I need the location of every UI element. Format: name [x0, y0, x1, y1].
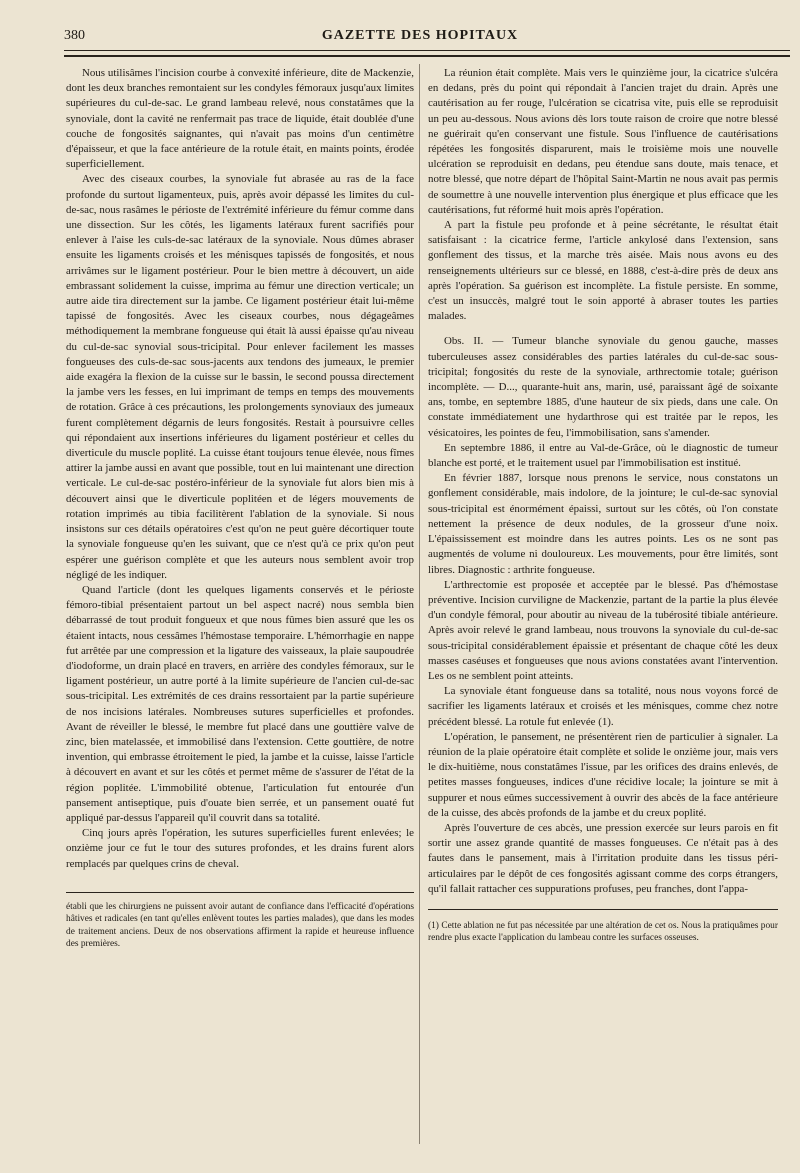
footnote: (1) Cette ablation ne fut pas nécessitée par une altération de cet os. Nous la pratiquâmes pour rendre plus exacte l'application du lambeau contre les surfaces osseuses.: [428, 920, 778, 944]
paragraph: Quand l'article (dont les quelques ligaments conservés et le périoste fémoro-tibial présentaient partout un bel aspect nacré) nous sembla bien débarrassé de tout produit fongueux et que nous fûmes bien assuré que les os étaient intacts, nous cessâmes l'hémostase temporaire. L'hémorrhagie en nappe fut arrêtée par une compression et la ligature des vaisseaux, la plaie saupoudrée d'iodoforme, un drain placé en travers, en arrière des condyles fémoraux, sur le ligament postérieur, un autre porté à la limite supérieure de l'ancien cul-de-sac sous-tricipital. Les extrémités de ces drains ressortaient par la partie supérieure de nos incisions latérales. Nombreuses sutures superficielles et profondes. Avant de réveiller le blessé, le membre fut placé dans une gouttière valve de zinc, bien matelassée, et immobilisé dans l'extension. Cette gouttière, de notre invention, qui embrasse étroitement le pied, la jambe et la cuisse, laisse l'article à découvert en avant et sur les côtés et permet même de s'assurer de l'état de la région poplitée. L'immobilité obtenue, l'articulation fut entourée d'un pansement antiseptique, puis d'ouate bien serrée, et un pansement ouaté fut appliqué par-dessus l'appareil qu'il couvrit dans sa totalité.: [66, 583, 414, 824]
header-rule-thick: [64, 55, 790, 57]
paragraph: Nous utilisâmes l'incision courbe à convexité inférieure, dite de Mackenzie, dont les deux branches remontaient sur les condyles fémoraux jusqu'aux limites supérieures du cul-de-sac. Le grand lambeau relevé, nous constatâmes que la synoviale, dont la cavité ne renfermait pas trace de liquide, était doublée d'une couche de fongosités saignantes, qui n'avait pas moins d'un centimètre d'épaisseur, et que la face antérieure de la rotule était, en maints points, érodée superficiellement.: [66, 67, 414, 171]
running-head: GAZETTE DES HOPITAUX: [321, 28, 519, 43]
footnote-rule: [66, 892, 414, 893]
header-rule-thin: [64, 50, 790, 51]
paragraph: Cinq jours après l'opération, les sutures superficielles furent enlevées; le onzième jour ce fut le tour des sutures profondes, et les drains furent alors remplacés par quelques crins de cheval.: [66, 827, 414, 870]
column-divider: [419, 64, 420, 1144]
footnote-rule: [428, 909, 778, 910]
paragraph: A part la fistule peu profonde et à peine sécrétante, le résultat était satisfaisant : la cicatrice ferme, l'article ankylosé dans l'extension, sans gonflement des tissus, et la marche très aisée. Mais nous avons eu des renseignements ultérieurs sur ce blessé, en 1888, c'est-à-dire près de deux ans après l'opération. Sa guérison est incomplète. La fistule persiste. En somme, c'est un insuccès, malgré tout le soin apporté à abraser toutes les parties malades.: [428, 219, 778, 323]
footnote: établi que les chirurgiens ne puissent avoir autant de confiance dans l'efficacité d'opérations hâtives et radicales (en tant qu'elles enlèvent toutes les parties malades), que dans les modes de traitement anciens. Deux de nos observations affirment la rapide et heureuse influence des premières.: [66, 901, 414, 949]
observation-heading-paragraph: Obs. II. — Tumeur blanche synoviale du genou gauche, masses tuberculeuses assez considérables des parties latérales du cul-de-sac sous-tricipital; fongosités du reste de la synoviale, arthrectomie totale; guérison incomplète. — D..., quarante-huit ans, marin, usé, paraissant âgé de soixante ans, tombe, en septembre 1885, d'une hauteur de six pieds, dans une cale. On constate immédiatement une hydarthrose qui est traitée par le repos, les vésicatoires, les pointes de feu, l'immobilisation, sans s'amender.: [428, 335, 778, 439]
paragraph: La synoviale étant fongueuse dans sa totalité, nous nous voyons forcé de sacrifier les ligaments latéraux et croisés et les ménisques, comme chez notre précédent blessé. La rotule fut enlevée (1).: [428, 685, 778, 728]
paragraph: En février 1887, lorsque nous prenons le service, nous constatons un gonflement considérable, mais indolore, de la jointure; le cul-de-sac synovial sous-tricipital est énormément épaissi, surtout sur les côtés, où l'on constate nettement la présence de deux nodules, de la grosseur d'une noix. L'épaississement est moindre dans les autres points. Les os ne sont pas augmentés de volume ni douloureux. Les mouvements, pour être limités, sont libres. Diagnostic : arthrite fongueuse.: [428, 472, 778, 576]
page-number: 380: [64, 28, 85, 43]
page-header: [50, 26, 790, 46]
left-column: [66, 66, 414, 950]
paragraph: La réunion était complète. Mais vers le quinzième jour, la cicatrice s'ulcéra en dedans, près du point qui répondait à l'ancien trajet du drain. Après une cautérisation au fer rouge, l'ulcération se cicatrisa vite, puis elle se reproduisit un peu au-dessous. Nous avions dès lors toute raison de croire que notre blessé ne guérirait qu'en conservant une fistule. Sous l'influence de cautérisations répétées les fongosités disparurent, mais le troisième mois une nouvelle ulcération se reproduisit en dedans, peu étendue sans doute, mais tenace, et notre blessé, que notre départ de l'hôpital Saint-Martin ne nous avait pas permis de soumettre à une nouvelle intervention plus énergique et plus efficace que les cautérisations, fut réformé huit mois après l'opération.: [428, 67, 778, 216]
paragraph: Après l'ouverture de ces abcès, une pression exercée sur leurs parois en fit sortir une assez grande quantité de masses fongueuses. Ce n'était pas à des fautes dans le pansement, mais à l'irritation produite dans les tissus péri-articulaires par le dépôt de ces fongosités agissant comme des corps étrangers, qu'il fallait rattacher ces suppurations profuses, peu franches, dont l'appa-: [428, 821, 778, 895]
paragraph: L'arthrectomie est proposée et acceptée par le blessé. Pas d'hémostase préventive. Incision curviligne de Mackenzie, partant de la partie la plus élevée d'un condyle fémoral, pour aboutir au niveau de la tubérosité tibiale antérieure. Après avoir relevé le grand lambeau, nous trouvons la synoviale du cul-de-sac sous-tricipital considérablement épaissie et présentant de chaque côté les deux masses caséuses et fongueuses que nous avions constatées avant l'intervention. Les os ne semblent point atteints.: [428, 578, 778, 682]
right-column: [428, 66, 778, 945]
paragraph: En septembre 1886, il entre au Val-de-Grâce, où le diagnostic de tumeur blanche est porté, et le traitement usuel par l'immobilisation est institué.: [428, 441, 778, 470]
paragraph: Avec des ciseaux courbes, la synoviale fut abrasée au ras de la face profonde du surtout ligamenteux, puis, après avoir dépassé les limites du cul-de-sac, nous rasâmes le périoste de l'extrémité inférieure du fémur comme dans une dissection. Sur les côtés, les ligaments latéraux furent sacrifiés pour enlever à l'aise les culs-de-sac latéraux de la synoviale. Nous dûmes abraser ensuite les ligaments croisés et les ménisques tapissés de fongosités, et nous arrivâmes sur le ligament postérieur. Pour le bien mettre à découvert, un aide embrassant solidement la cuisse, imprima au fémur une direction verticale; un autre aide tira directement sur la jambe. Ce ligament postérieur était lui-même tapissé de fongosités. Avec les ciseaux courbes, nous dégageâmes méthodiquement la membrane fongueuse qui était là aussi épaisse qu'au niveau du cul-de-sac synovial sous-tricipital. Pour enlever facilement les masses fongueuses des culs-de-sac sous-jacents aux tendons des jumeaux, le premier aide exagéra la flexion de la cuisse sur le bassin, le second poussa directement la jambe vers les fesses, en lui imprimant de temps en temps des mouvements de rotation. Grâce à ces précautions, les prolongements synoviaux des jumeaux furent complètement dégarnis de leurs fongosités. Restait à poursuivre celles qui répondaient aux insertions inférieures du ligament postérieur et celles du diverticule du muscle poplité. La cuisse étant toujours tenue élevée, nous fîmes attirer la jambe aussi en avant que possible, tout en lui maintenant une direction verticale. Le cul-de-sac postéro-inférieur de la synoviale fut alors bien mis à découvert ainsi que le diverticule poplitéen et de légers mouvements de rotation imprimés au tibia facilitèrent l'ablation de la synoviale. Si nous insistons sur ces détails opératoires c'est qu'on ne peut guère décortiquer toute la synoviale fongueuse qu'en les suivant, que ce n'est qu'à ce prix qu'on peut espérer une guérison complète et que les auteurs nous semblent avoir trop négligé de les indiquer.: [66, 173, 414, 581]
paragraph: L'opération, le pansement, ne présentèrent rien de particulier à signaler. La réunion de la plaie opératoire était complète et solide le onzième jour, mais vers le dix-huitième, nous constatâmes l'issue, par les orifices des drains enlevés, de petites masses fongueuses, indices d'une récidive locale; la jointure se mit à suppurer et nous eûmes successivement à ouvrir des abcès de la face antérieure de la cuisse, des abcès profonds de la jambe et du creux poplité.: [428, 730, 778, 819]
